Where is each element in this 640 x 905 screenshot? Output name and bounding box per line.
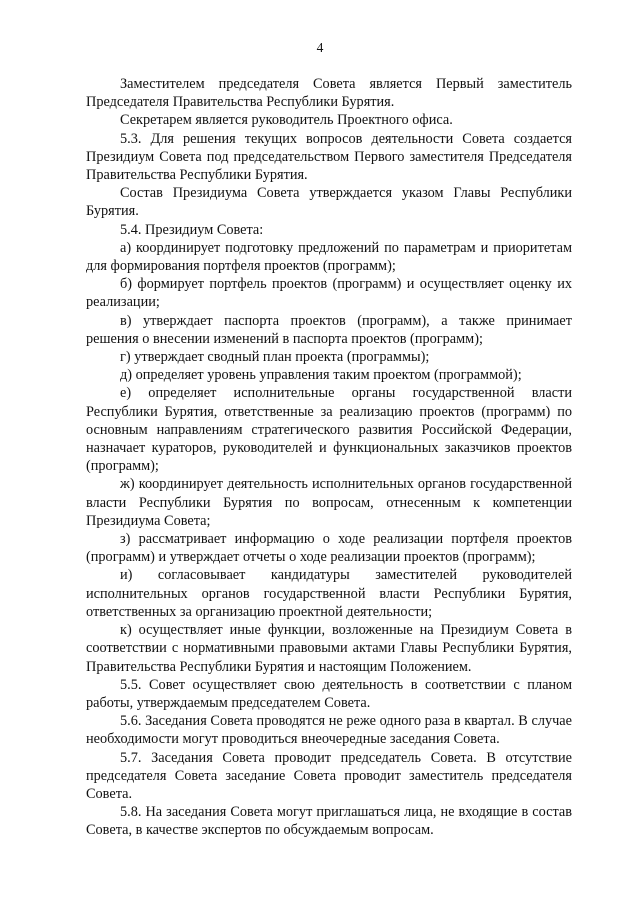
paragraph-5-7: 5.7. Заседания Совета проводит председатель Совета. В отсутствие председателя Совета заседание Совета проводит заместитель председателя Совета.: [86, 749, 572, 802]
paragraph-5-6: 5.6. Заседания Совета проводятся не реже одного раза в квартал. В случае необходимости могут проводиться внеочередные заседания Совета.: [86, 713, 572, 748]
list-item-g: г) утверждает сводный план проекта (программы);: [120, 349, 430, 366]
paragraph-5-8: 5.8. На заседания Совета могут приглашаться лица, не входящие в состав Совета, в качестве экспертов по обсуждаемым вопросам.: [86, 804, 572, 839]
list-item-a: а) координирует подготовку предложений по параметрам и приоритетам для формирования портфеля проектов (программ);: [86, 239, 572, 275]
paragraph-secretary: Секретарем является руководитель Проектного офиса.: [120, 112, 453, 129]
list-item-b: б) формирует портфель проектов (программ) и осуществляет оценку их реализации;: [86, 276, 572, 311]
list-item-z: з) рассматривает информацию о ходе реализации портфеля проектов (программ) и утверждает отчеты о ходе реализации проектов (программ);: [86, 531, 572, 566]
paragraph-deputy-chair: Заместителем председателя Совета является Первый заместитель Председателя Правительства Республики Бурятия.: [86, 76, 572, 111]
list-item-k: к) осуществляет иные функции, возложенные на Президиум Совета в соответствии с нормативными правовыми актами Главы Республики Бурятия, Правительства Республики Бурятия и настоящим Положением.: [86, 622, 572, 675]
list-item-v: в) утверждает паспорта проектов (программ), а также принимает решения о внесении изменений в паспорта проектов (программ);: [86, 312, 572, 347]
paragraph-presidium-composition: Состав Президиума Совета утверждается указом Главы Республики Бурятия.: [86, 185, 572, 220]
list-item-zh: ж) координирует деятельность исполнительных органов государственной власти Республики Бурятия по вопросам, отнесенным к компетенции Президиума Совета;: [86, 476, 572, 529]
list-item-e: е) определяет исполнительные органы государственной власти Республики Бурятия, ответственные за реализацию проектов (программ) по основным направлениям стратегического развития Российской Федерации, назначает кураторов, руководителей и функциональных заказчиков проектов (программ);: [86, 385, 572, 475]
paragraph-5-3: 5.3. Для решения текущих вопросов деятельности Совета создается Президиум Совета под председательством Первого заместителя Председателя Правительства Республики Бурятия.: [86, 130, 572, 184]
page-number: 4: [316, 40, 324, 55]
list-item-d: д) определяет уровень управления таким проектом (программой);: [120, 367, 522, 384]
paragraph-5-4: 5.4. Президиум Совета:: [120, 221, 264, 238]
paragraph-5-5: 5.5. Совет осуществляет свою деятельность в соответствии с планом работы, утверждаемым председателем Совета.: [86, 676, 572, 711]
document-body: [86, 75, 572, 840]
list-item-i: и) согласовывает кандидатуры заместителей руководителей исполнительных органов государственной власти Республики Бурятия, ответственных за организацию проектной деятельности;: [86, 567, 572, 620]
